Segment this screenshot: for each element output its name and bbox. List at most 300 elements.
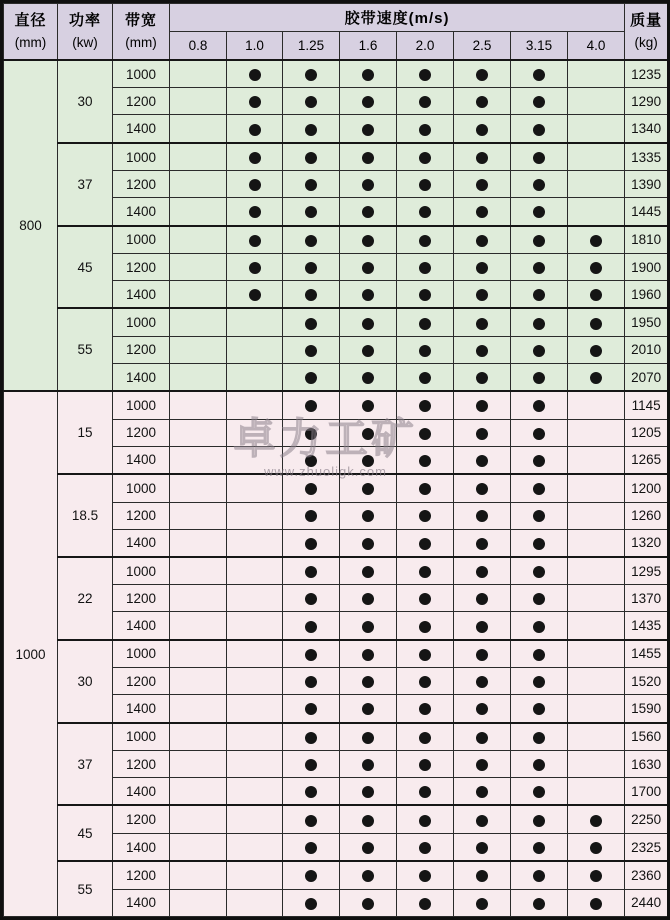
dot-icon (419, 703, 431, 715)
speed-empty-cell (170, 115, 227, 143)
speed-dot-cell (283, 391, 340, 419)
power-cell: 37 (58, 143, 113, 226)
header-speed-value: 0.8 (170, 32, 227, 61)
mass-cell: 1260 (625, 502, 668, 529)
speed-dot-cell (283, 833, 340, 861)
dot-icon (476, 898, 488, 910)
dot-icon (476, 96, 488, 108)
dot-icon (249, 124, 261, 136)
power-cell: 45 (58, 805, 113, 861)
dot-icon (419, 206, 431, 218)
speed-dot-cell (397, 861, 454, 889)
mass-cell: 2070 (625, 363, 668, 391)
belt-width-cell: 1200 (113, 751, 170, 778)
speed-dot-cell (454, 391, 511, 419)
speed-empty-cell (170, 529, 227, 557)
speed-dot-cell (397, 281, 454, 309)
speed-dot-cell (227, 254, 283, 281)
dot-icon (362, 759, 374, 771)
dot-icon (590, 898, 602, 910)
mass-cell: 1455 (625, 640, 668, 668)
speed-empty-cell (170, 363, 227, 391)
speed-empty-cell (170, 88, 227, 115)
dot-icon (419, 289, 431, 301)
speed-dot-cell (568, 308, 625, 336)
speed-dot-cell (340, 833, 397, 861)
dot-icon (305, 566, 317, 578)
speed-dot-cell (511, 60, 568, 88)
speed-empty-cell (227, 805, 283, 833)
speed-empty-cell (227, 833, 283, 861)
speed-dot-cell (340, 861, 397, 889)
dot-icon (533, 593, 545, 605)
dot-icon (590, 870, 602, 882)
dot-icon (476, 510, 488, 522)
speed-empty-cell (170, 419, 227, 446)
speed-empty-cell (170, 143, 227, 171)
speed-dot-cell (511, 695, 568, 723)
speed-empty-cell (170, 557, 227, 585)
dot-icon (362, 593, 374, 605)
dot-icon (362, 152, 374, 164)
speed-dot-cell (283, 363, 340, 391)
speed-dot-cell (340, 363, 397, 391)
speed-dot-cell (227, 171, 283, 198)
dot-icon (419, 318, 431, 330)
dot-icon (476, 124, 488, 136)
dot-icon (362, 262, 374, 274)
speed-dot-cell (283, 88, 340, 115)
dot-icon (362, 96, 374, 108)
speed-dot-cell (340, 557, 397, 585)
dot-icon (533, 566, 545, 578)
speed-dot-cell (227, 281, 283, 309)
speed-dot-cell (454, 640, 511, 668)
power-cell: 37 (58, 723, 113, 806)
dot-icon (533, 815, 545, 827)
speed-dot-cell (511, 281, 568, 309)
dot-icon (419, 815, 431, 827)
table-row (4, 557, 668, 585)
mass-cell: 2010 (625, 336, 668, 363)
dot-icon (305, 649, 317, 661)
speed-empty-cell (227, 585, 283, 612)
speed-dot-cell (568, 254, 625, 281)
header-speed-value: 1.25 (283, 32, 340, 61)
belt-width-cell: 1200 (113, 88, 170, 115)
speed-dot-cell (511, 805, 568, 833)
belt-width-cell: 1200 (113, 502, 170, 529)
speed-dot-cell (340, 336, 397, 363)
speed-dot-cell (397, 419, 454, 446)
belt-width-cell: 1400 (113, 833, 170, 861)
speed-dot-cell (397, 60, 454, 88)
speed-dot-cell (454, 281, 511, 309)
speed-dot-cell (283, 502, 340, 529)
speed-empty-cell (170, 226, 227, 254)
header-diameter-unit: (mm) (14, 35, 47, 51)
speed-dot-cell (454, 254, 511, 281)
speed-dot-cell (454, 198, 511, 226)
dot-icon (590, 372, 602, 384)
dot-icon (305, 898, 317, 910)
dot-icon (305, 152, 317, 164)
speed-empty-cell (170, 695, 227, 723)
speed-dot-cell (511, 861, 568, 889)
dot-icon (362, 124, 374, 136)
dot-icon (533, 400, 545, 412)
speed-dot-cell (511, 143, 568, 171)
speed-dot-cell (397, 171, 454, 198)
power-cell: 22 (58, 557, 113, 640)
dot-icon (305, 455, 317, 467)
speed-empty-cell (170, 198, 227, 226)
speed-empty-cell (568, 778, 625, 806)
dot-icon (419, 870, 431, 882)
dot-icon (590, 318, 602, 330)
speed-empty-cell (568, 60, 625, 88)
mass-cell: 1950 (625, 308, 668, 336)
dot-icon (476, 262, 488, 274)
speed-empty-cell (568, 695, 625, 723)
dot-icon (476, 815, 488, 827)
power-cell: 30 (58, 640, 113, 723)
speed-empty-cell (170, 723, 227, 751)
speed-dot-cell (397, 254, 454, 281)
dot-icon (419, 510, 431, 522)
speed-dot-cell (397, 226, 454, 254)
speed-dot-cell (340, 115, 397, 143)
dot-icon (476, 649, 488, 661)
dot-icon (305, 345, 317, 357)
dot-icon (533, 510, 545, 522)
speed-empty-cell (568, 171, 625, 198)
speed-dot-cell (454, 60, 511, 88)
belt-width-cell: 1400 (113, 198, 170, 226)
dot-icon (476, 842, 488, 854)
dot-icon (476, 400, 488, 412)
speed-dot-cell (454, 419, 511, 446)
dot-icon (362, 289, 374, 301)
speed-empty-cell (568, 474, 625, 502)
mass-cell: 1435 (625, 612, 668, 640)
dot-icon (362, 870, 374, 882)
speed-empty-cell (170, 391, 227, 419)
dot-icon (419, 152, 431, 164)
dot-icon (305, 69, 317, 81)
dot-icon (533, 703, 545, 715)
speed-dot-cell (511, 668, 568, 695)
dot-icon (533, 538, 545, 550)
speed-dot-cell (568, 363, 625, 391)
speed-dot-cell (283, 889, 340, 916)
dot-icon (305, 870, 317, 882)
speed-dot-cell (397, 585, 454, 612)
speed-dot-cell (283, 281, 340, 309)
dot-icon (476, 455, 488, 467)
speed-dot-cell (283, 143, 340, 171)
speed-dot-cell (340, 529, 397, 557)
dot-icon (362, 621, 374, 633)
dot-icon (305, 400, 317, 412)
dot-icon (362, 428, 374, 440)
speed-empty-cell (170, 585, 227, 612)
belt-width-cell: 1200 (113, 336, 170, 363)
dot-icon (533, 318, 545, 330)
dot-icon (419, 621, 431, 633)
belt-width-cell: 1200 (113, 585, 170, 612)
speed-dot-cell (454, 778, 511, 806)
belt-width-cell: 1200 (113, 254, 170, 281)
table-row (4, 723, 668, 751)
speed-dot-cell (454, 363, 511, 391)
speed-dot-cell (397, 723, 454, 751)
belt-width-cell: 1400 (113, 695, 170, 723)
belt-width-cell: 1200 (113, 805, 170, 833)
dot-icon (419, 96, 431, 108)
belt-width-cell: 1000 (113, 640, 170, 668)
dot-icon (362, 676, 374, 688)
speed-dot-cell (511, 308, 568, 336)
dot-icon (476, 593, 488, 605)
header-belt-width-label: 带宽 (124, 12, 157, 30)
dot-icon (476, 703, 488, 715)
mass-cell: 1340 (625, 115, 668, 143)
dot-icon (305, 759, 317, 771)
dot-icon (419, 372, 431, 384)
speed-empty-cell (568, 751, 625, 778)
belt-width-cell: 1200 (113, 861, 170, 889)
dot-icon (419, 345, 431, 357)
speed-dot-cell (340, 889, 397, 916)
diameter-cell: 800 (4, 60, 58, 391)
speed-dot-cell (511, 363, 568, 391)
mass-cell: 1560 (625, 723, 668, 751)
dot-icon (533, 676, 545, 688)
belt-width-cell: 1400 (113, 115, 170, 143)
speed-dot-cell (511, 115, 568, 143)
dot-icon (305, 483, 317, 495)
speed-dot-cell (397, 695, 454, 723)
mass-cell: 2440 (625, 889, 668, 916)
mass-cell: 1295 (625, 557, 668, 585)
mass-cell: 1700 (625, 778, 668, 806)
speed-dot-cell (397, 143, 454, 171)
header-speed-value: 2.0 (397, 32, 454, 61)
speed-dot-cell (454, 695, 511, 723)
speed-empty-cell (227, 612, 283, 640)
speed-dot-cell (511, 198, 568, 226)
speed-dot-cell (227, 143, 283, 171)
speed-empty-cell (568, 419, 625, 446)
speed-dot-cell (454, 226, 511, 254)
dot-icon (305, 262, 317, 274)
dot-icon (362, 786, 374, 798)
dot-icon (305, 815, 317, 827)
speed-dot-cell (511, 88, 568, 115)
speed-dot-cell (397, 88, 454, 115)
dot-icon (533, 898, 545, 910)
speed-dot-cell (340, 751, 397, 778)
speed-dot-cell (397, 391, 454, 419)
speed-empty-cell (227, 861, 283, 889)
power-cell: 30 (58, 60, 113, 143)
speed-dot-cell (283, 474, 340, 502)
speed-empty-cell (568, 668, 625, 695)
speed-dot-cell (283, 861, 340, 889)
speed-dot-cell (511, 446, 568, 474)
dot-icon (590, 842, 602, 854)
dot-icon (305, 786, 317, 798)
speed-empty-cell (568, 446, 625, 474)
speed-dot-cell (397, 833, 454, 861)
belt-width-cell: 1000 (113, 308, 170, 336)
speed-empty-cell (170, 171, 227, 198)
dot-icon (476, 538, 488, 550)
speed-dot-cell (340, 474, 397, 502)
dot-icon (533, 262, 545, 274)
speed-empty-cell (568, 115, 625, 143)
speed-empty-cell (568, 198, 625, 226)
dot-icon (362, 815, 374, 827)
belt-width-cell: 1200 (113, 419, 170, 446)
mass-cell: 1900 (625, 254, 668, 281)
dot-icon (590, 815, 602, 827)
dot-icon (476, 732, 488, 744)
diameter-cell: 1000 (4, 391, 58, 916)
speed-dot-cell (340, 143, 397, 171)
speed-empty-cell (170, 751, 227, 778)
dot-icon (305, 372, 317, 384)
table-row (4, 805, 668, 833)
speed-dot-cell (454, 723, 511, 751)
dot-icon (533, 372, 545, 384)
speed-dot-cell (454, 474, 511, 502)
power-cell: 18.5 (58, 474, 113, 557)
dot-icon (476, 621, 488, 633)
speed-dot-cell (283, 336, 340, 363)
dot-icon (590, 345, 602, 357)
dot-icon (476, 676, 488, 688)
speed-dot-cell (511, 502, 568, 529)
speed-dot-cell (340, 88, 397, 115)
belt-width-cell: 1000 (113, 723, 170, 751)
dot-icon (362, 566, 374, 578)
belt-width-cell: 1000 (113, 60, 170, 88)
table-row (4, 861, 668, 889)
dot-icon (476, 206, 488, 218)
belt-width-cell: 1400 (113, 778, 170, 806)
dot-icon (362, 345, 374, 357)
speed-dot-cell (340, 640, 397, 668)
speed-dot-cell (511, 833, 568, 861)
speed-dot-cell (454, 833, 511, 861)
power-cell: 55 (58, 308, 113, 391)
speed-dot-cell (511, 751, 568, 778)
dot-icon (305, 621, 317, 633)
dot-icon (419, 400, 431, 412)
speed-empty-cell (227, 308, 283, 336)
speed-dot-cell (340, 419, 397, 446)
dot-icon (476, 483, 488, 495)
dot-icon (419, 593, 431, 605)
belt-width-cell: 1000 (113, 391, 170, 419)
dot-icon (362, 318, 374, 330)
dot-icon (419, 898, 431, 910)
header-diameter-label: 直径 (14, 12, 47, 30)
speed-empty-cell (227, 640, 283, 668)
header-mass (625, 4, 668, 61)
dot-icon (305, 510, 317, 522)
dot-icon (533, 786, 545, 798)
header-belt-width (113, 4, 170, 61)
dot-icon (305, 703, 317, 715)
speed-dot-cell (397, 751, 454, 778)
dot-icon (533, 152, 545, 164)
speed-dot-cell (397, 612, 454, 640)
mass-cell: 1630 (625, 751, 668, 778)
speed-empty-cell (170, 308, 227, 336)
dot-icon (419, 538, 431, 550)
belt-width-cell: 1400 (113, 612, 170, 640)
speed-dot-cell (283, 751, 340, 778)
table-row (4, 143, 668, 171)
mass-cell: 1370 (625, 585, 668, 612)
speed-dot-cell (397, 308, 454, 336)
dot-icon (362, 842, 374, 854)
dot-icon (305, 179, 317, 191)
power-cell: 15 (58, 391, 113, 474)
speed-dot-cell (511, 391, 568, 419)
belt-width-cell: 1200 (113, 171, 170, 198)
speed-dot-cell (511, 226, 568, 254)
table-row (4, 640, 668, 668)
speed-dot-cell (227, 198, 283, 226)
dot-icon (362, 455, 374, 467)
speed-dot-cell (340, 502, 397, 529)
dot-icon (362, 69, 374, 81)
speed-dot-cell (454, 889, 511, 916)
speed-dot-cell (511, 529, 568, 557)
dot-icon (249, 179, 261, 191)
dot-icon (305, 235, 317, 247)
header-speed-value: 1.0 (227, 32, 283, 61)
power-cell: 55 (58, 861, 113, 916)
dot-icon (476, 428, 488, 440)
dot-icon (476, 235, 488, 247)
speed-dot-cell (454, 585, 511, 612)
speed-empty-cell (170, 446, 227, 474)
dot-icon (305, 124, 317, 136)
speed-empty-cell (227, 778, 283, 806)
speed-dot-cell (227, 60, 283, 88)
dot-icon (419, 566, 431, 578)
dot-icon (305, 538, 317, 550)
speed-dot-cell (340, 805, 397, 833)
dot-icon (305, 289, 317, 301)
mass-cell: 1590 (625, 695, 668, 723)
belt-width-cell: 1000 (113, 474, 170, 502)
dot-icon (533, 206, 545, 218)
speed-dot-cell (454, 612, 511, 640)
speed-dot-cell (340, 171, 397, 198)
speed-empty-cell (227, 336, 283, 363)
pulley-spec-table (3, 3, 668, 917)
dot-icon (362, 703, 374, 715)
dot-icon (533, 345, 545, 357)
dot-icon (476, 345, 488, 357)
speed-dot-cell (397, 640, 454, 668)
